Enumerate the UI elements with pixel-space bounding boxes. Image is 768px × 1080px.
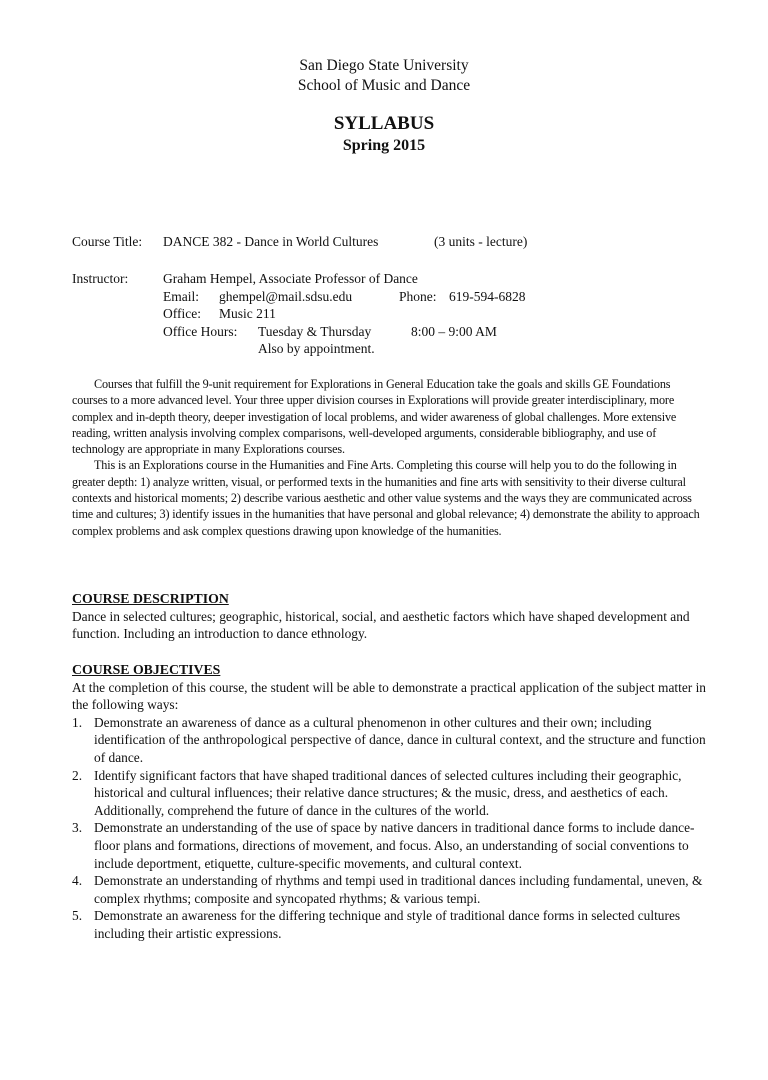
course-objectives-heading: COURSE OBJECTIVES <box>72 662 221 677</box>
office-label: Office: <box>163 306 201 321</box>
office-hours-appointment: Also by appointment. <box>258 341 375 356</box>
objective-item <box>72 907 706 942</box>
course-description-section <box>72 590 706 643</box>
intro-paragraph-2: This is an Explorations course in the Humanities and Fine Arts. Completing this course will help you to do the following in greater depth: 1) analyze written, visual, or performed texts in the humanities and fine arts with sensitivity to their diverse cultural contexts and historical moments; 2) describe various aesthetic and other value systems and the ways they are communicated across time and cultures; 3) identify issues in the humanities that have personal and global relevance; 4) demonstrate the ability to approach complex problems and ask complex questions drawing upon knowledge of the humanities. <box>72 458 700 538</box>
objective-text: Demonstrate an understanding of rhythms and tempi used in traditional dances including fundamental, uneven, & complex rhythms; composite and syncopated rhythms; & various tempi. <box>94 873 703 906</box>
instructor-label: Instructor: <box>72 271 129 286</box>
phone-label: Phone: <box>399 288 437 304</box>
course-objectives-section <box>72 661 706 943</box>
objective-text: Demonstrate an awareness of dance as a cultural phenomenon in other cultures and their own; including identification of the anthropological perspective of dance, dance in cultural context, and the structure and function of dance. <box>94 714 706 765</box>
course-objectives-intro: At the completion of this course, the student will be able to demonstrate a practical application of the subject matter in the following ways: <box>72 679 707 713</box>
document-header <box>0 56 768 96</box>
email-label: Email: <box>163 288 199 304</box>
syllabus-title: SYLLABUS <box>333 113 435 134</box>
instructor-email: ghempel@mail.sdsu.edu <box>219 288 353 304</box>
school-name: School of Music and Dance <box>297 77 471 94</box>
office-hours-days: Tuesday & Thursday <box>258 323 372 339</box>
intro-paragraph-1: Courses that fulfill the 9-unit requirement for Explorations in General Education take the goals and skills GE Foundations courses to a more advanced level. Your three upper division courses in Explorations will provide greater interdisciplinary, more complex and in-depth theory, deeper investigation of local problems, and wider awareness of global challenges. More extensive reading, written analysis involving complex comparisons, well-developed arguments, considerable bibliography, and use of technology are appropriate in many Explorations courses. <box>72 377 677 457</box>
objective-text: Demonstrate an awareness for the differing technique and style of traditional dance forms in selected cultures including their artistic expressions. <box>94 908 681 941</box>
course-description-text: Dance in selected cultures; geographic, historical, social, and aesthetic factors which have shaped development and function. Including an introduction to dance ethnology. <box>72 608 690 642</box>
instructor-office: Music 211 <box>219 306 276 321</box>
course-units: (3 units - lecture) <box>434 234 528 249</box>
office-hours-time: 8:00 – 9:00 AM <box>411 323 497 339</box>
objective-number: 4. <box>72 873 83 889</box>
ge-explorations-intro <box>72 376 704 539</box>
instructor-name: Graham Hempel, Associate Professor of Dance <box>163 271 418 286</box>
objective-text: Identify significant factors that have shaped traditional dances of selected cultures including their geographic, historical and cultural influences; their relative dance structures; & the music, dress, and aesthetics of each. Additionally, comprehend the future of dance in the cultures of the world. <box>94 767 682 818</box>
objective-item <box>72 767 706 820</box>
course-title-label: Course Title: <box>72 234 143 249</box>
objective-text: Demonstrate an understanding of the use of space by native dancers in traditional dance forms to include dance-floor plans and formations, directions of movement, and focus. Also, an understanding of social conventions to include deportment, etiquette, culture-specific movements, and cultural context. <box>94 820 695 871</box>
office-hours-label: Office Hours: <box>163 323 238 339</box>
objective-number: 3. <box>72 820 83 836</box>
objective-item <box>72 872 706 907</box>
objective-item <box>72 819 706 872</box>
syllabus-page <box>0 56 768 1080</box>
objectives-list <box>72 714 706 943</box>
objective-item <box>72 714 706 767</box>
syllabus-term: Spring 2015 <box>342 137 426 154</box>
instructor-phone: 619-594-6828 <box>449 288 526 304</box>
objective-number: 5. <box>72 908 83 924</box>
objective-number: 1. <box>72 714 83 730</box>
course-title-value: DANCE 382 - Dance in World Cultures <box>163 234 379 249</box>
university-name: San Diego State University <box>299 57 469 74</box>
course-description-heading: COURSE DESCRIPTION <box>72 591 229 606</box>
objective-number: 2. <box>72 767 83 783</box>
